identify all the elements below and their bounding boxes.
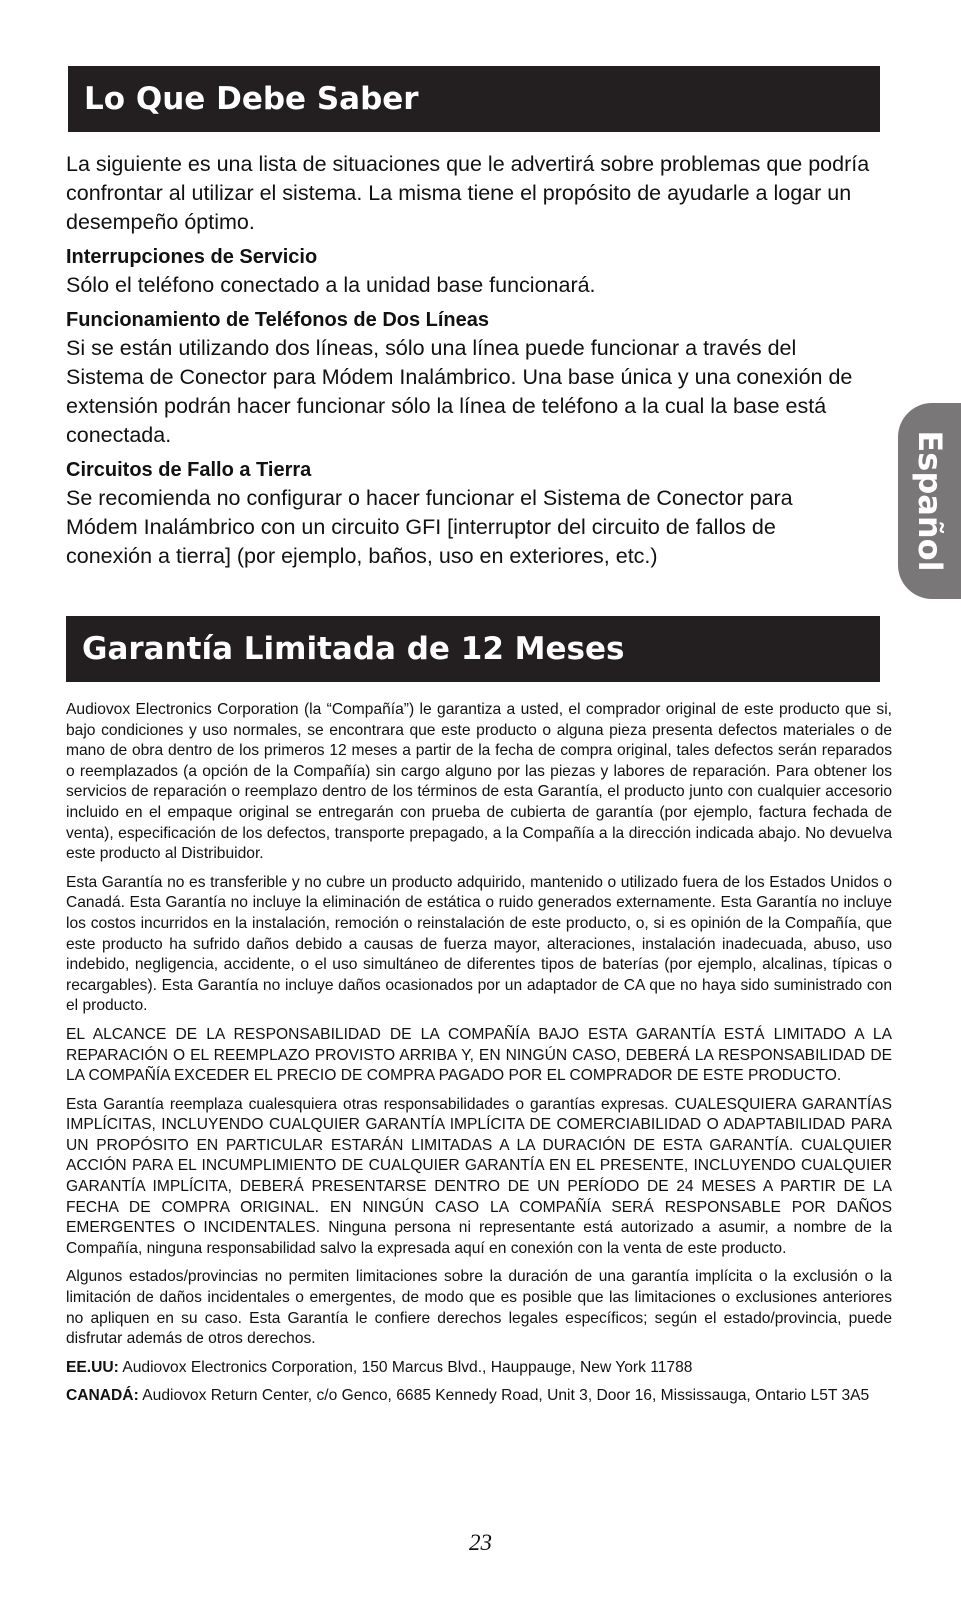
- canada-address: [66, 1386, 892, 1407]
- canada-address-text: Audiovox Return Center, c/o Genco, 6685 Kennedy Road, Unit 3, Door 16, Mississauga, Ontario L5T 3A5: [142, 1387, 870, 1405]
- section-title: Lo Que Debe Saber: [84, 81, 419, 117]
- section-title-banner: [68, 66, 880, 132]
- language-side-tab: [898, 403, 961, 599]
- warranty-paragraph: EL ALCANCE DE LA RESPONSABILIDAD DE LA COMPAÑÍA BAJO ESTA GARANTÍA ESTÁ LIMITADO A LA REPARACIÓN O EL REEMPLAZO PROVISTO ARRIBA Y, EN NINGÚN CASO, DEBERÁ LA RESPONSABILIDAD DE LA COMPAÑÍA EXCEDER EL PRECIO DE COMPRA PAGADO POR EL COMPRADOR DE ESTE PRODUCTO.: [66, 1025, 892, 1085]
- info-item: [66, 306, 892, 450]
- warranty-paragraph: Audiovox Electronics Corporation (la “Compañía”) le garantiza a usted, el comprador original de este producto que si, bajo condiciones y uso normales, se encontrara que este producto o alguna pieza presenta defectos materiales o de mano de obra dentro de los primeros 12 meses a partir de la fecha de compra original, tales defectos serán reparados o reemplazados (a opción de la Compañía) sin cargo alguno por las piezas y labores de reparación. Para obtener los servicios de reparación o reemplazo dentro de los términos de esta Garantía, el producto junto con cualquier accesorio incluido en el empaque original se entregarán con prueba de cubierta de garantía (por ejemplo, factura fechada de venta), especificación de los defectos, transporte prepagado, a la Compañía a la dirección indicada abajo. No devuelva este producto al Distribuidor.: [66, 701, 892, 863]
- info-item-heading: Funcionamiento de Teléfonos de Dos Líneas: [66, 309, 490, 331]
- warranty-title-banner: [66, 616, 880, 682]
- us-address-label: EE.UU:: [66, 1358, 119, 1376]
- warranty-title: Garantía Limitada de 12 Meses: [82, 631, 625, 667]
- warranty-paragraph: Esta Garantía reemplaza cualesquiera otras responsabilidades o garantías expresas. CUALESQUIERA GARANTÍAS IMPLÍCITAS, INCLUYENDO CUALQUIER GARANTÍA IMPLÍCITA DE COMERCIABILIDAD O ADAPTABILIDAD PARA UN PROPÓSITO EN PARTICULAR ESTARÁN LIMITADAS A LA DURACIÓN DE ESTA GARANTÍA. CUALQUIER ACCIÓN PARA EL INCUMPLIMIENTO DE CUALQUIER GARANTÍA EN EL PRESENTE, INCLUYENDO CUALQUIER GARANTÍA IMPLÍCITA, DEBERÁ PRESENTARSE DENTRO DE UN PERÍODO DE 24 MESES A PARTIR DE LA FECHA DE COMPRA ORIGINAL. EN NINGÚN CASO LA COMPAÑÍA SERÁ RESPONSABLE POR DAÑOS EMERGENTES O INCIDENTALES. Ninguna persona ni representante está autorizado a asumir, a nombre de la Compañía, ninguna responsabilidad salvo la expresada aquí en conexión con la venta de este producto.: [66, 1095, 892, 1257]
- us-address-text: Audiovox Electronics Corporation, 150 Marcus Blvd., Hauppauge, New York 11788: [122, 1358, 693, 1376]
- warranty-section: [66, 700, 892, 1415]
- canada-address-label: CANADÁ:: [66, 1387, 139, 1405]
- what-to-know-section: [66, 150, 892, 571]
- info-item: [66, 243, 892, 300]
- us-address: [66, 1358, 892, 1379]
- warranty-paragraph: Algunos estados/provincias no permiten limitaciones sobre la duración de una garantía implícita o la exclusión o la limitación de daños incidentales o emergentes, de modo que es posible que las limitaciones o exclusiones anteriores no apliquen en su caso. Esta Garantía le confiere derechos legales específicos; según el estado/provincia, puede disfrutar además de otros derechos.: [66, 1268, 892, 1348]
- info-item: [66, 456, 892, 571]
- language-tab-label: Español: [910, 430, 949, 572]
- intro-paragraph: La siguiente es una lista de situaciones que le advertirá sobre problemas que podría confrontar al utilizar el sistema. La misma tiene el propósito de ayudarle a logar un desempeño óptimo.: [66, 152, 870, 234]
- info-item-text: Sólo el teléfono conectado a la unidad base funcionará.: [66, 273, 596, 297]
- info-item-text: Se recomienda no configurar o hacer funcionar el Sistema de Conector para Módem Inalámbrico con un circuito GFI [interruptor del circuito de fallos de conexión a tierra] (por ejemplo, baños, uso en exteriores, etc.): [66, 486, 793, 568]
- page-number: 23: [469, 1530, 492, 1555]
- warranty-paragraph: Esta Garantía no es transferible y no cubre un producto adquirido, mantenido o utilizado fuera de los Estados Unidos o Canadá. Esta Garantía no incluye la eliminación de estática o ruido generados externamente. Esta Garantía no incluye los costos incurridos en la instalación, remoción o reinstalación de este producto, o, si es opinión de la Compañía, que este producto ha sufrido daños debido a causas de fuerza mayor, alteraciones, instalación inadecuada, abuso, uso indebido, negligencia, accidente, o el uso simultáneo de diferentes tipos de baterías (por ejemplo, alcalinas, típicas o recargables). Esta Garantía no incluye daños ocasionados por un adaptador de CA que no haya sido suministrado con el producto.: [66, 873, 892, 1015]
- info-item-heading: Interrupciones de Servicio: [66, 246, 318, 268]
- info-item-text: Si se están utilizando dos líneas, sólo una línea puede funcionar a través del Sistema de Conector para Módem Inalámbrico. Una base única y una conexión de extensión podrán hacer funcionar sólo la línea de teléfono a la cual la base está conectada.: [66, 336, 853, 447]
- info-item-heading: Circuitos de Fallo a Tierra: [66, 459, 312, 481]
